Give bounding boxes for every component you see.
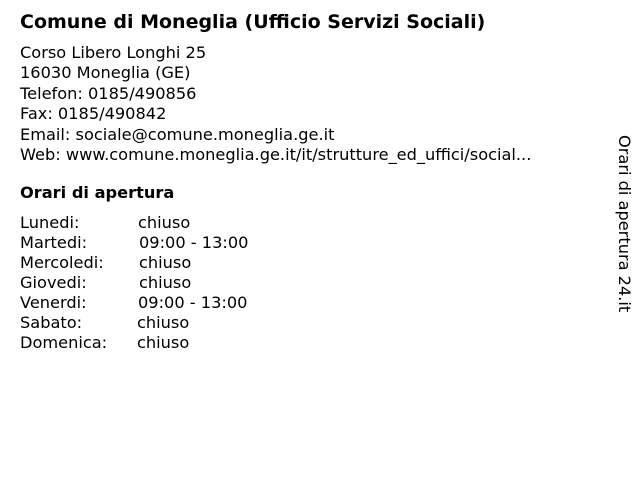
day-hours: 09:00 - 13:00: [138, 293, 248, 312]
address-block: [20, 43, 531, 165]
page-title: Comune di Moneglia (Ufficio Servizi Sociali): [20, 11, 486, 33]
day-label: Lunedi:: [20, 213, 80, 232]
opening-hours-title: Orari di apertura: [20, 183, 175, 202]
day-label: Giovedi:: [20, 273, 87, 292]
day-label: Domenica:: [20, 333, 108, 352]
day-hours: chiuso: [138, 213, 191, 232]
brand-watermark: [612, 135, 636, 313]
day-label: Martedi:: [20, 233, 88, 252]
day-hours: chiuso: [137, 313, 190, 332]
day-label: Venerdi:: [20, 293, 87, 312]
day-hours: 09:00 - 13:00: [139, 233, 249, 252]
address-street: Corso Libero Longhi 25: [20, 43, 207, 62]
email-address: Email: sociale@comune.moneglia.ge.it: [20, 124, 335, 144]
website-url: Web: www.comune.moneglia.ge.it/it/strutture_ed_uffici/social...: [20, 144, 532, 164]
phone-number: Telefon: 0185/490856: [20, 83, 197, 103]
day-label: Sabato:: [20, 313, 83, 332]
address-city: 16030 Moneglia (GE): [20, 63, 191, 83]
day-hours: chiuso: [137, 333, 190, 352]
day-label: Mercoledi:: [20, 253, 104, 272]
day-hours: chiuso: [139, 273, 192, 292]
fax-number: Fax: 0185/490842: [20, 104, 167, 124]
brand-text: Orari di apertura 24.it: [615, 135, 634, 313]
day-hours: chiuso: [139, 253, 192, 272]
